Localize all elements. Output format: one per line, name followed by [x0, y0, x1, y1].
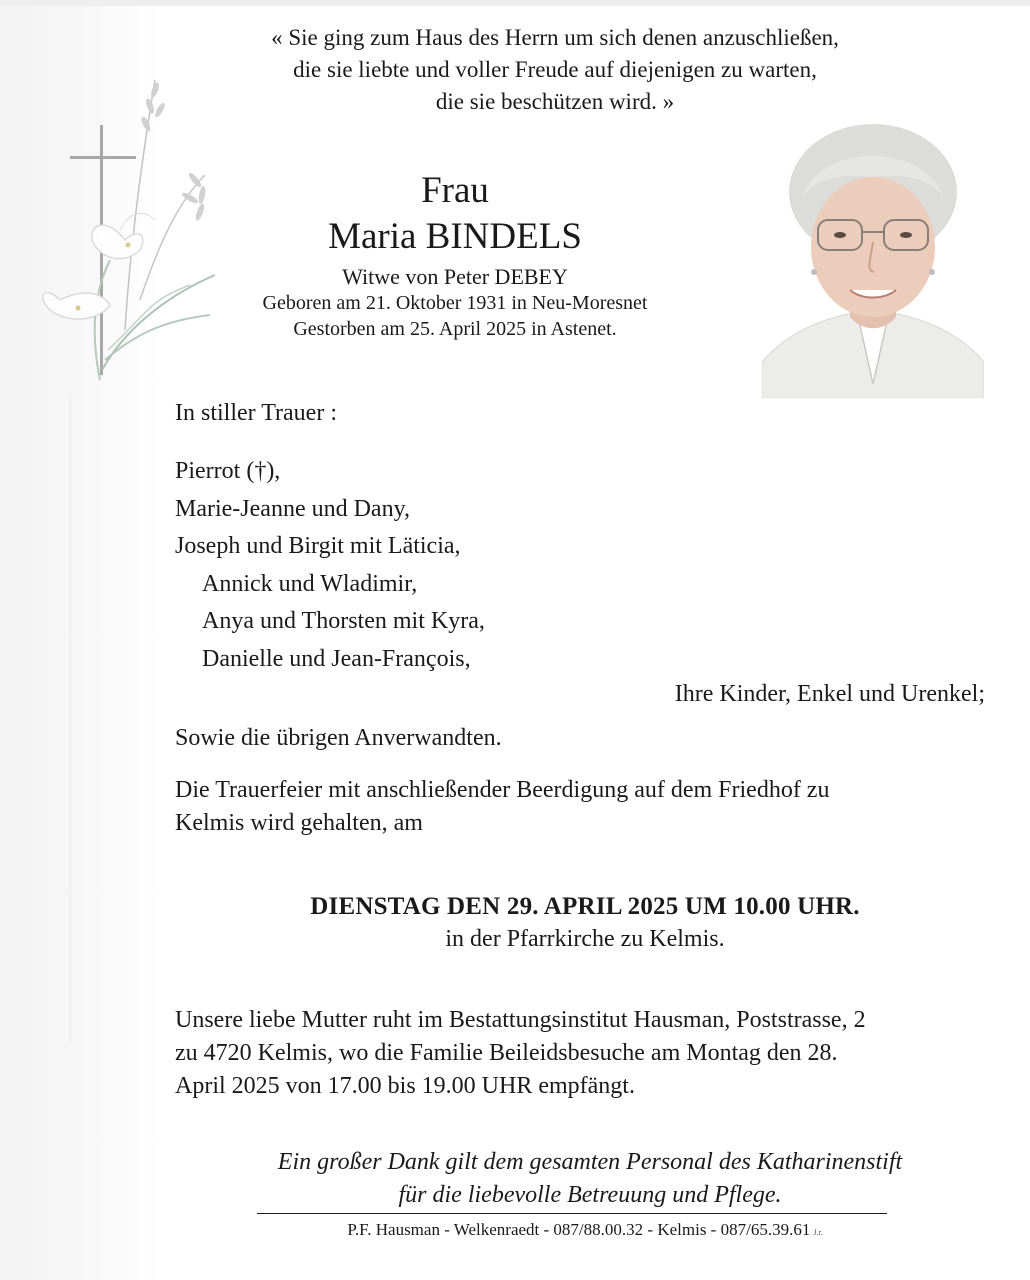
death-info: Gestorben am 25. April 2025 in Astenet. — [293, 318, 617, 340]
thanks-line-1: Ein großer Dank gilt dem gesamten Personal des Katharinenstift — [277, 1149, 903, 1175]
ceremony-date-block — [175, 890, 995, 956]
family-member: Anya und Thorsten mit Kyra, — [202, 608, 485, 634]
ceremony-line-1: Die Trauerfeier mit anschließender Beerdigung auf dem Friedhof zu — [175, 777, 830, 803]
opening-quote — [200, 22, 910, 118]
footer-divider — [257, 1213, 887, 1214]
viewing-info — [175, 1004, 975, 1103]
footer-text: P.F. Hausman - Welkenraedt - 087/88.00.32 - Kelmis - 087/65.39.61 — [347, 1220, 811, 1239]
viewing-line-1: Unsere liebe Mutter ruht im Bestattungsinstitut Hausman, Poststrasse, 2 — [175, 1007, 866, 1033]
viewing-line-2: zu 4720 Kelmis, wo die Familie Beileidsbesuche am Montag den 28. — [175, 1040, 838, 1066]
family-signature: Ihre Kinder, Enkel und Urenkel; — [674, 681, 985, 707]
quote-line-3: die sie beschützen wird. » — [435, 89, 675, 114]
fold-line — [70, 395, 71, 1045]
family-member: Marie-Jeanne und Dany, — [175, 495, 411, 522]
deceased-name: Maria BINDELS — [328, 216, 582, 257]
birth-info: Geboren am 21. Oktober 1931 in Neu-Moresnet — [262, 292, 648, 314]
quote-line-1: « Sie ging zum Haus des Herrn um sich denen anzuschließen, — [271, 25, 839, 50]
quote-line-2: die sie liebte und voller Freude auf diejenigen zu warten, — [293, 57, 817, 82]
top-edge — [0, 0, 1030, 6]
deceased-info — [200, 168, 710, 342]
cross-lily-wheat-icon — [30, 70, 220, 400]
family-member: Pierrot (†), — [175, 458, 281, 484]
mourning-intro: In stiller Trauer : — [175, 400, 337, 426]
family-member: Danielle und Jean-François, — [202, 645, 471, 672]
family-member: Annick und Wladimir, — [202, 570, 418, 597]
ceremony-location: in der Pfarrkirche zu Kelmis. — [445, 926, 725, 952]
ceremony-date: DIENSTAG DEN 29. APRIL 2025 UM 10.00 UHR. — [310, 893, 860, 920]
thanks-line-2: für die liebevolle Betreuung und Pflege. — [398, 1182, 782, 1208]
thanks-note — [160, 1146, 1020, 1212]
funeral-home-footer — [200, 1218, 970, 1245]
widow-of: Witwe von Peter DEBEY — [342, 264, 568, 289]
footer-mark: J.r. — [813, 1228, 823, 1237]
salutation: Frau — [421, 170, 489, 211]
family-member: Joseph und Birgit mit Läticia, — [175, 533, 461, 559]
ceremony-line-2: Kelmis wird gehalten, am — [175, 810, 423, 836]
viewing-line-3: April 2025 von 17.00 bis 19.00 UHR empfängt. — [175, 1073, 635, 1099]
ceremony-info — [175, 774, 955, 840]
family-list — [175, 453, 485, 678]
relatives-line: Sowie die übrigen Anverwandten. — [175, 725, 502, 751]
portrait-photo — [762, 122, 984, 398]
